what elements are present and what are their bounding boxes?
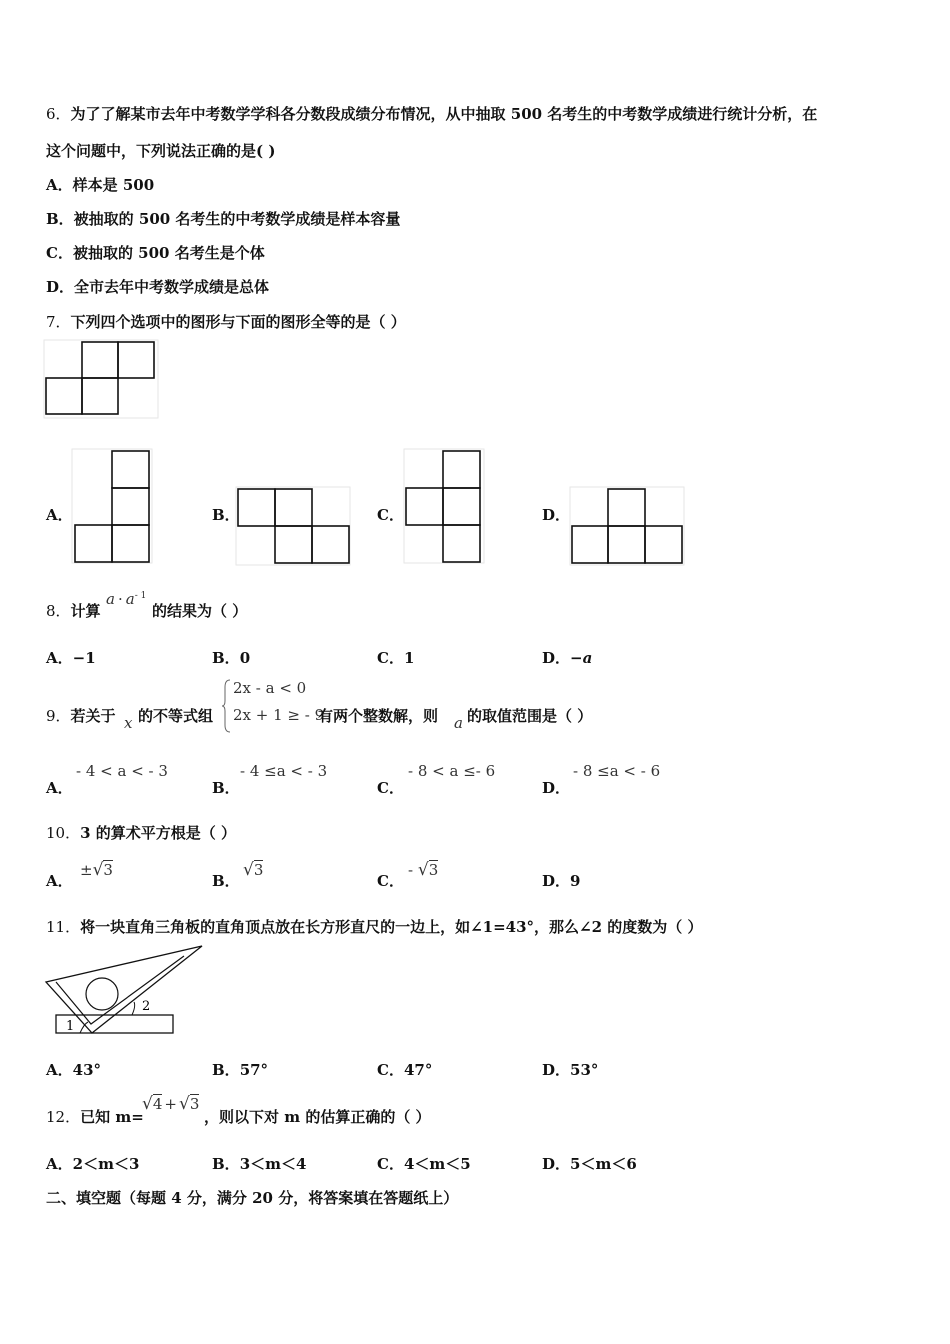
q11-stem: 11．将一块直角三角板的直角顶点放在长方形直尺的一边上，如∠1=43°，那么∠2 的度数为（ ） [46, 918, 703, 936]
q9-var-x: x [124, 714, 133, 732]
q9-system-brace [222, 679, 232, 733]
q9-stem-end: 的取值范围是（ ） [467, 707, 593, 725]
q8-option-b: B．0 [212, 649, 251, 667]
q6-option-b: B．被抽取的 500 名考生的中考数学成绩是样本容量 [46, 210, 401, 228]
q11-option-c: C．47° [377, 1061, 433, 1079]
q10-option-a: ±√3 [80, 860, 113, 880]
q9-stem-start: 9．若关于 [46, 707, 116, 725]
q9-option-d: - 8 ≤a < - 6 [573, 762, 661, 780]
q6-line1: 6．为了了解某市去年中考数学学科各分数段成绩分布情况，从中抽取 500 名考生的中考数学成绩进行统计分析，在 [46, 105, 818, 123]
q8-stem-end: 的结果为（ ） [152, 602, 248, 620]
q8-option-d: D．−a [542, 649, 593, 667]
q10-option-c: - √3 [408, 860, 439, 880]
q7-stem: 7．下列四个选项中的图形与下面的图形全等的是（ ） [46, 313, 406, 331]
q10-option-b: √3 [243, 860, 264, 880]
q12-stem-start: 12．已知 m= [46, 1108, 144, 1126]
q9-label-c: C． [377, 779, 404, 797]
q11-option-d: D．53° [542, 1061, 599, 1079]
q11-option-b: B．57° [212, 1061, 269, 1079]
q6-option-c: C．被抽取的 500 名考生是个体 [46, 244, 265, 262]
q6-option-d: D．全市去年中考数学成绩是总体 [46, 278, 270, 296]
q9-inequality-2: 2x + 1 ≥ - 9 [233, 706, 325, 724]
section-2-heading: 二、填空题（每题 4 分，满分 20 分，将答案填在答题纸上） [46, 1189, 459, 1207]
q9-stem-mid: 的不等式组 [138, 707, 214, 725]
q10-stem: 10．3 的算术平方根是（ ） [46, 824, 236, 842]
q12-option-a: A．2＜m＜3 [46, 1155, 140, 1173]
q11-angle-1-label: 1 [66, 1019, 75, 1034]
q10-label-b: B． [212, 872, 240, 890]
q12-stem-end: ，则以下对 m 的估算正确的（ ） [204, 1108, 431, 1126]
q10-option-d: D．9 [542, 872, 581, 890]
q9-label-d: D． [542, 779, 571, 797]
q9-label-a: A． [46, 779, 73, 797]
q7-figure-c [404, 449, 486, 565]
q11-option-a: A．43° [46, 1061, 102, 1079]
q12-option-b: B．3＜m＜4 [212, 1155, 307, 1173]
q10-label-a: A． [46, 872, 73, 890]
q8-expression: $a \cdot a^{- 1}$ [106, 590, 147, 608]
q7-figure-d [570, 487, 686, 567]
q7-label-c: C． [377, 506, 404, 524]
q12-expression: √4 + √3 [142, 1094, 200, 1114]
q9-label-b: B． [212, 779, 240, 797]
q6-option-a: A．样本是 500 [46, 176, 155, 194]
q9-option-c: - 8 < a ≤- 6 [408, 762, 496, 780]
q7-label-d: D． [542, 506, 571, 524]
q11-triangle-ruler-figure [44, 944, 206, 1038]
q10-label-c: C． [377, 872, 404, 890]
q7-figure-b [236, 487, 352, 567]
q7-label-a: A． [46, 506, 73, 524]
q7-reference-figure [44, 340, 160, 420]
q9-stem-post: 有两个整数解，则 [318, 707, 439, 725]
q11-angle-2-label: 2 [142, 999, 151, 1014]
q7-figure-a [72, 449, 154, 565]
q9-inequality-1: 2x - a < 0 [233, 679, 307, 697]
q8-option-a: A．−1 [46, 649, 96, 667]
q8-option-c: C．1 [377, 649, 415, 667]
q9-option-a: - 4 < a < - 3 [76, 762, 168, 780]
q8-stem: 8．计算 [46, 602, 101, 620]
q6-line2: 这个问题中，下列说法正确的是( ) [46, 142, 276, 160]
q9-var-a: a [454, 714, 463, 732]
q12-option-c: C．4＜m＜5 [377, 1155, 471, 1173]
q12-option-d: D．5＜m＜6 [542, 1155, 637, 1173]
q9-option-b: - 4 ≤a < - 3 [240, 762, 328, 780]
q7-label-b: B． [212, 506, 240, 524]
